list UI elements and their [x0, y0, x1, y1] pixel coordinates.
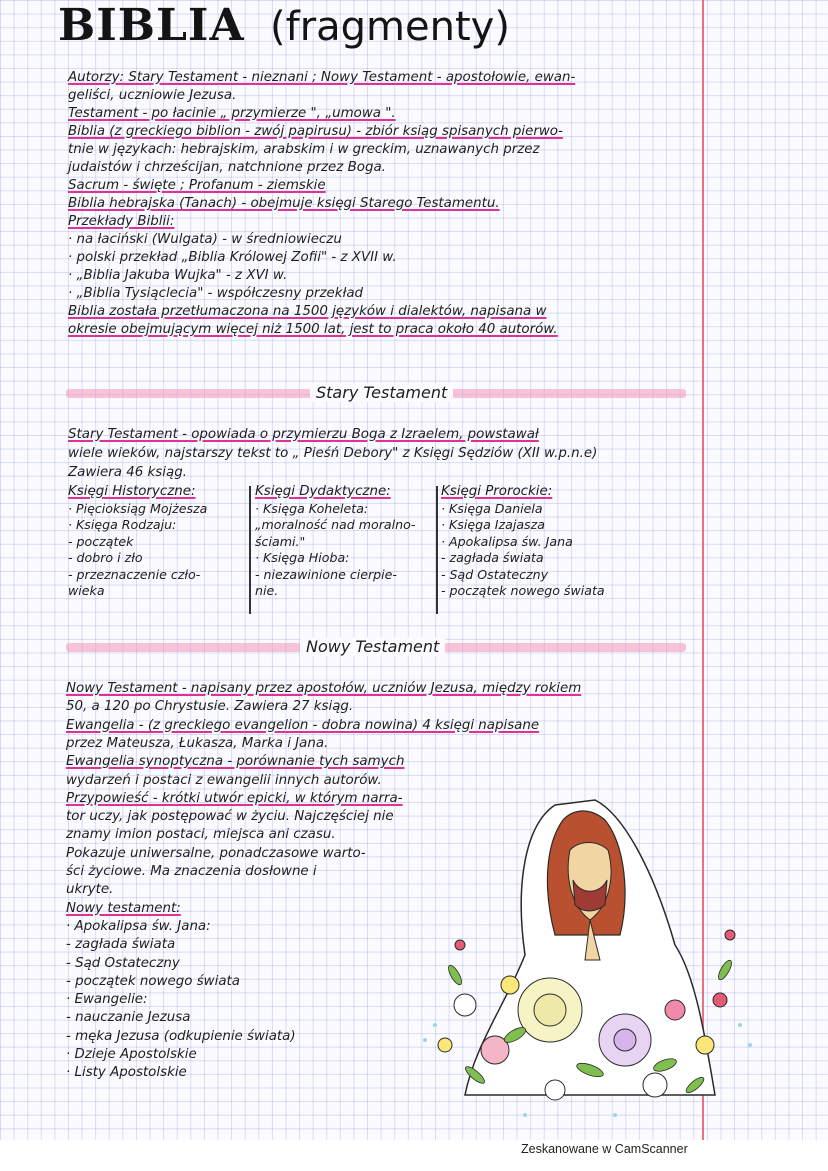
intro-line: okresie obejmującym więcej niż 1500 lat, jest to praca około 40 autorów. — [68, 322, 558, 337]
book-column-item: · Księga Koheleta: — [255, 500, 369, 516]
old-testament-line: Stary Testament - opowiada o przymierzu Boga z Izraelem, powstawał — [68, 427, 539, 442]
book-column-header: Księgi Historyczne: — [68, 484, 196, 499]
new-testament-line: Nowy Testament - napisany przez apostołów, uczniów Jezusa, między rokiem — [66, 681, 582, 696]
new-testament-line: przez Mateusza, Łukasza, Marka i Jana. — [66, 735, 329, 751]
book-column-item: - zagłada świata — [441, 550, 544, 565]
new-testament-line: · Dzieje Apostolskie — [66, 1047, 197, 1062]
book-column-item: · Pięcioksiąg Mojżesza — [68, 500, 208, 516]
new-testament-line: · Ewangelie: — [66, 992, 148, 1008]
book-column — [255, 484, 415, 600]
book-column — [68, 484, 207, 600]
old-testament-line: Zawiera 46 ksiąg. — [68, 465, 187, 480]
new-testament-line: Przypowieść - krótki utwór epicki, w którym narra- — [66, 790, 403, 806]
new-testament-line: Nowy testament: — [66, 900, 181, 916]
intro-line: Autorzy: Stary Testament - nieznani ; Nowy Testament - apostołowie, ewan- — [68, 70, 576, 85]
old-testament-line: wiele wieków, najstarszy tekst to „ Pieśń Debory" z Księgi Sędziów (XII w.p.n.e) — [68, 446, 598, 461]
book-column-item: · Apokalipsa św. Jana — [441, 533, 573, 549]
book-column-item: nie. — [255, 583, 279, 598]
new-testament-line: - zagłada świata — [66, 937, 176, 953]
new-testament-line: znamy imion postaci, miejsca ani czasu. — [66, 827, 336, 843]
book-column-item: - niezawinione cierpie- — [255, 566, 397, 582]
intro-line: tnie w językach: hebrajskim, arabskim i w greckim, uznawanych przez — [68, 142, 540, 157]
book-column-item: - przeznaczenie czło- — [68, 566, 201, 582]
intro-line: · „Biblia Tysiąclecia" - współczesny przekład — [68, 286, 364, 301]
new-testament-line: tor uczy, jak postępować w życiu. Najczęściej nie — [66, 809, 394, 825]
new-testament-line: - męka Jezusa (odkupienie świata) — [66, 1028, 296, 1044]
book-column-item: - Sąd Ostateczny — [441, 566, 549, 582]
new-testament-line: - początek nowego świata — [66, 973, 241, 989]
new-testament-line: ści życiowe. Ma znaczenia dosłowne i — [66, 864, 317, 879]
intro-line: · na łaciński (Wulgata) - w średniowieczu — [68, 232, 342, 247]
book-column-item: · Księga Hioba: — [255, 550, 350, 565]
new-testament-line: · Apokalipsa św. Jana: — [66, 918, 211, 934]
new-testament-line: · Listy Apostolskie — [66, 1065, 187, 1081]
section-title-old-testament: Stary Testament — [310, 383, 453, 402]
intro-line: Testament - po łacinie „ przymierze ", „umowa ". — [68, 106, 396, 121]
page-subtitle: (fragmenty) — [270, 4, 510, 50]
new-testament-line: - nauczanie Jezusa — [66, 1010, 191, 1026]
intro-line: Przekłady Biblii: — [68, 214, 175, 229]
page-title: BIBLIA — [58, 0, 245, 51]
intro-line: · „Biblia Jakuba Wujka" - z XVI w. — [68, 268, 288, 283]
intro-line: Biblia (z greckiego biblion - zwój papirusu) - zbiór ksiąg spisanych pierwo- — [68, 124, 563, 139]
book-column-header: Księgi Prorockie: — [441, 484, 553, 499]
intro-line: Sacrum - święte ; Profanum - ziemskie — [68, 178, 326, 193]
veiled-figure-with-flowers-illustration — [405, 795, 775, 1135]
intro-line: judaistów i chrześcijan, natchnione przez Boga. — [68, 160, 386, 175]
book-column-header: Księgi Dydaktyczne: — [255, 484, 391, 499]
new-testament-line: - Sąd Ostateczny — [66, 955, 180, 971]
book-column-item: · Księga Daniela — [441, 500, 543, 516]
book-column-item: · Księga Rodzaju: — [68, 517, 177, 532]
column-divider-2 — [436, 486, 438, 614]
new-testament-line: Pokazuje uniwersalne, ponadczasowe warto- — [66, 845, 366, 861]
intro-line: Biblia została przetłumaczona na 1500 języków i dialektów, napisana w — [68, 304, 547, 319]
new-testament-line: Ewangelia - (z greckiego evangelion - dobra nowina) 4 księgi napisane — [66, 717, 540, 733]
book-column-item: ściami." — [255, 533, 306, 549]
intro-line: · polski przekład „Biblia Królowej Zofii" - z XVII w. — [68, 250, 397, 265]
new-testament-line: Ewangelia synoptyczna - porównanie tych samych — [66, 754, 405, 770]
new-testament-line: wydarzeń i postaci z ewangelii innych autorów. — [66, 772, 382, 788]
intro-line: geliści, uczniowie Jezusa. — [68, 88, 237, 103]
column-divider-1 — [249, 486, 251, 614]
new-testament-line: 50, a 120 po Chrystusie. Zawiera 27 ksiąg. — [66, 699, 354, 715]
intro-line: Biblia hebrajska (Tanach) - obejmuje księgi Starego Testamentu. — [68, 196, 500, 211]
book-column — [441, 484, 605, 600]
section-title-new-testament: Nowy Testament — [300, 637, 445, 656]
book-column-item: wieka — [68, 583, 105, 598]
book-column-item: · Księga Izajasza — [441, 517, 545, 532]
new-testament-line: ukryte. — [66, 882, 114, 898]
book-column-item: - początek nowego świata — [441, 583, 605, 598]
book-column-item: „moralność nad moralno- — [255, 517, 416, 532]
book-column-item: - początek — [68, 533, 134, 549]
book-column-item: - dobro i zło — [68, 550, 143, 565]
camscanner-watermark: Zeskanowane w CamScanner — [521, 1142, 688, 1156]
